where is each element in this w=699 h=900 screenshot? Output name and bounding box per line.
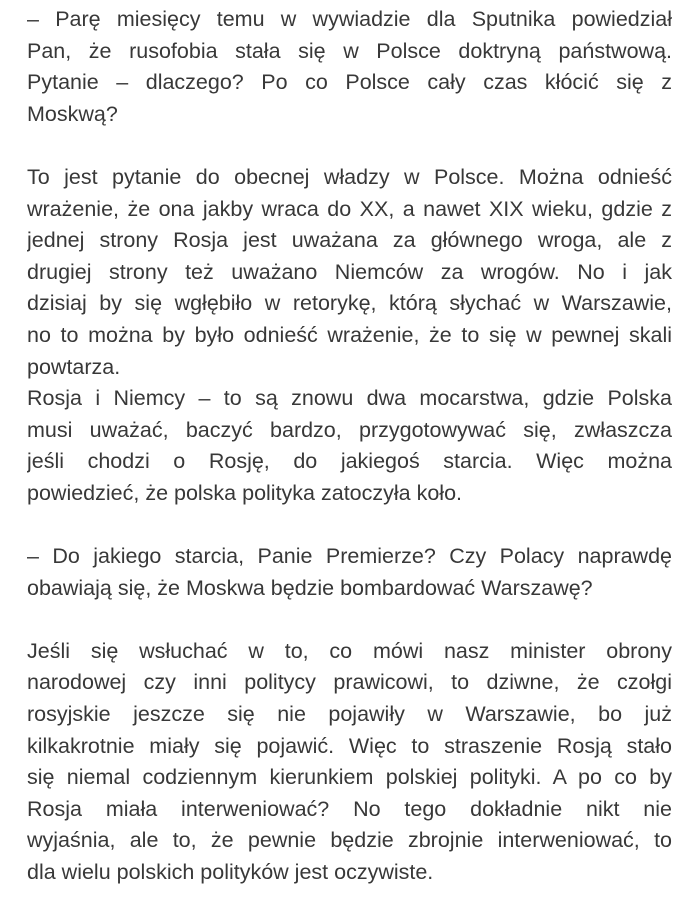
text-line: narodowej czy inni politycy prawicowi, to dziwne, że czołgi <box>27 670 672 695</box>
text-line: – Do jakiego starcia, Panie Premierze? Czy Polacy naprawdę <box>27 544 672 569</box>
text-line: Pan, że rusofobia stała się w Polsce doktryną państwową. <box>27 38 672 63</box>
interview-question <box>27 4 672 130</box>
paragraph-gap <box>27 510 672 542</box>
text-line: Jeśli się wsłuchać w to, co mówi nasz minister obrony <box>27 638 672 663</box>
paragraph-gap <box>27 130 672 162</box>
text-line: kilkakrotnie miały się pojawić. Więc to straszenie Rosją stało <box>27 733 672 758</box>
paragraph-gap <box>27 604 672 636</box>
text-line: drugiej strony też uważano Niemców za wrogów. No i jak <box>27 259 672 284</box>
text-line: powiedzieć, że polska polityka zatoczyła koło. <box>27 480 462 505</box>
text-line: wrażenie, że ona jakby wraca do XX, a nawet XIX wieku, gdzie z <box>27 196 672 221</box>
text-line: powtarza. <box>27 354 121 379</box>
text-line: się niemal codziennym kierunkiem polskiej polityki. A po co by <box>27 765 672 790</box>
text-line: Moskwą? <box>27 101 118 126</box>
text-line: jednej strony Rosja jest uważana za głównego wroga, ale z <box>27 228 672 253</box>
interview-question <box>27 541 672 604</box>
text-line: jeśli chodzi o Rosję, do jakiegoś starcia. Więc można <box>27 449 672 474</box>
text-line: obawiają się, że Moskwa będzie bombardować Warszawę? <box>27 575 593 600</box>
interview-answer <box>27 162 672 383</box>
text-line: wyjaśnia, ale to, że pewnie będzie zbrojnie interweniować, to <box>27 828 672 853</box>
text-line: Rosja miała interweniować? No tego dokładnie nikt nie <box>27 796 672 821</box>
text-line: rosyjskie jeszcze się nie pojawiły w Warszawie, bo już <box>27 702 672 727</box>
text-line: no to można by było odnieść wrażenie, że to się w pewnej skali <box>27 322 672 347</box>
text-line: Rosja i Niemcy – to są znowu dwa mocarstwa, gdzie Polska <box>27 386 672 411</box>
text-line: dla wielu polskich polityków jest oczywiste. <box>27 860 434 885</box>
text-line: Pytanie – dlaczego? Po co Polsce cały czas kłócić się z <box>27 70 672 95</box>
text-line: To jest pytanie do obecnej władzy w Polsce. Można odnieść <box>27 164 672 189</box>
interview-answer <box>27 383 672 509</box>
text-line: dzisiaj by się wgłębiło w retorykę, którą słychać w Warszawie, <box>27 291 672 316</box>
text-line: musi uważać, baczyć bardzo, przygotowywać się, zwłaszcza <box>27 417 672 442</box>
text-line: – Parę miesięcy temu w wywiadzie dla Sputnika powiedział <box>27 7 672 31</box>
interview-answer <box>27 636 672 889</box>
